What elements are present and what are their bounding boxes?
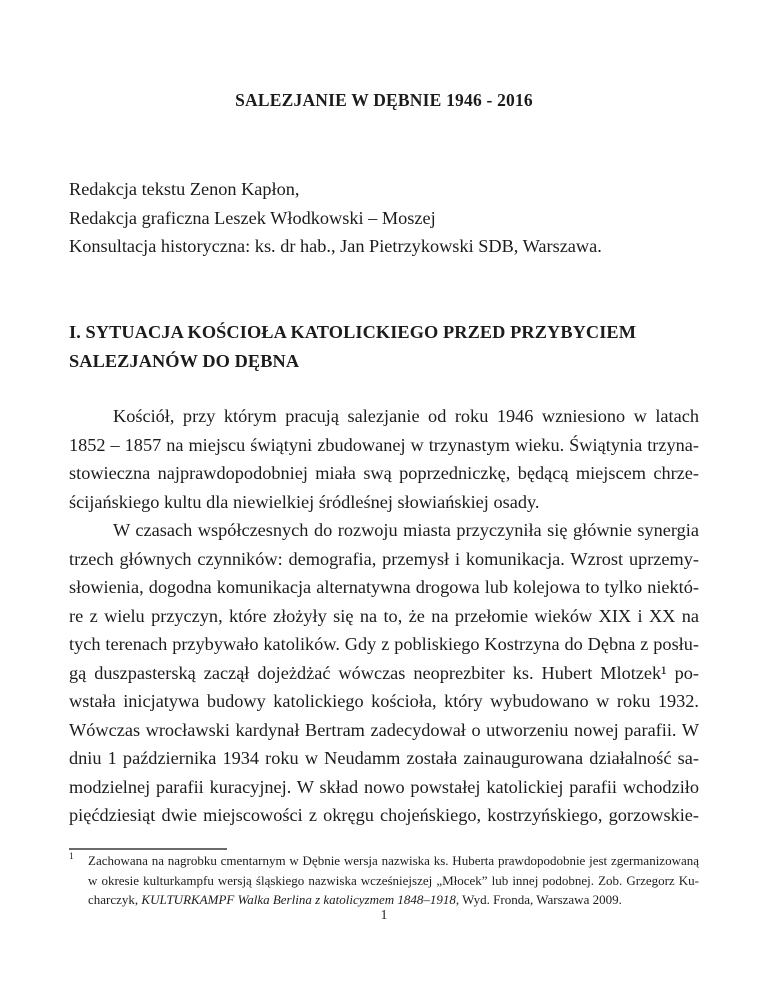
text-line: tych terenach przybywało katolików. Gdy z pobliskiego Kostrzyna do Dębna z posłu- xyxy=(69,634,699,654)
section-heading-line: I. SYTUACJA KOŚCIOŁA KATOLICKIEGO PRZED PRZYBYCIEM xyxy=(69,322,637,342)
footnote-line: w okresie kulturkampfu wersją śląskiego nazwiska wcześniejszej „Młocek” lub innej podobnej. Zob. Grzegorz Ku- xyxy=(88,872,699,888)
text-line: ścijańskiego kultu dla niewielkiej śródleśnej słowiańskiej osady. xyxy=(69,491,540,512)
credits-block xyxy=(69,175,699,261)
text-line: słowienia, dogodna komunikacja alternatywna drogowa lub kolejowa to tylko niektó- xyxy=(69,577,699,597)
text-line: modzielnej parafii kuracyjnej. W skład nowo powstałej katolickiej parafii wchodziło xyxy=(69,776,699,797)
body-text xyxy=(69,402,699,830)
page-number: 1 xyxy=(380,907,388,922)
text-line: dniu 1 października 1934 roku w Neudamm została zainaugurowana działalność sa- xyxy=(69,748,699,768)
footnote-citation-title: KULTURKAMPF Walka Berlina z katolicyzmem 1848–1918 xyxy=(141,892,456,907)
footnote-line: Zachowana na nagrobku cmentarnym w Dębnie wersja nazwiska ks. Huberta prawdopodobnie jest zgermanizowaną xyxy=(88,853,699,868)
text-line: Wówczas wrocławski kardynał Bertram zadecydował o utworzeniu nowej parafii. W xyxy=(69,719,699,740)
footnote-body xyxy=(69,851,699,910)
footnote-citation-pre: charczyk, xyxy=(88,892,142,907)
credit-line: Konsultacja historyczna: ks. dr hab., Jan Pietrzykowski SDB, Warszawa. xyxy=(69,236,602,256)
text-line: pięćdziesiąt dwie miejscowości z okręgu chojeńskiego, kostrzyńskiego, gorzowskie- xyxy=(69,805,699,825)
text-line: stowieczna najprawdopodobniej miała swą poprzedniczkę, będącą miejscem chrze- xyxy=(69,463,699,483)
text-line: Kościół, przy którym pracują salezjanie od roku 1946 wzniesiono w latach xyxy=(113,406,699,426)
paragraph-2 xyxy=(69,516,699,830)
paragraph-1 xyxy=(69,402,699,516)
footnote-separator xyxy=(69,848,227,850)
text-line: gą duszpasterską zaczął dojeżdżać wówczas neoprezbiter ks. Hubert Mlotzek¹ po- xyxy=(69,662,699,683)
text-line: 1852 – 1857 na miejscu świątyni zbudowanej w trzynastym wieku. Świątynia trzyna- xyxy=(69,434,699,455)
footnote-citation-post: , Wyd. Fronda, Warszawa 2009. xyxy=(455,892,622,907)
footnote-marker: 1 xyxy=(69,852,74,862)
text-line: trzech głównych czynników: demografia, przemysł i komunikacja. Wzrost uprzemy- xyxy=(69,548,699,569)
footnote xyxy=(69,851,699,910)
text-line: wstała inicjatywa budowy katolickiego kościoła, który wybudowano w roku 1932. xyxy=(69,691,699,711)
section-heading-line: SALEZJANÓW DO DĘBNA xyxy=(69,350,300,371)
credit-line: Redakcja graficzna Leszek Włodkowski – Moszej xyxy=(69,207,436,228)
section-heading xyxy=(69,318,709,375)
credit-line: Redakcja tekstu Zenon Kapłon, xyxy=(69,179,300,199)
text-line: re z wielu przyczyn, które złożyły się na to, że na przełomie wieków XIX i XX na xyxy=(69,605,699,626)
text-line: W czasach współczesnych do rozwoju miasta przyczyniła się głównie synergia xyxy=(113,520,699,540)
document-title: SALEZJANIE W DĘBNIE 1946 - 2016 xyxy=(235,90,533,110)
